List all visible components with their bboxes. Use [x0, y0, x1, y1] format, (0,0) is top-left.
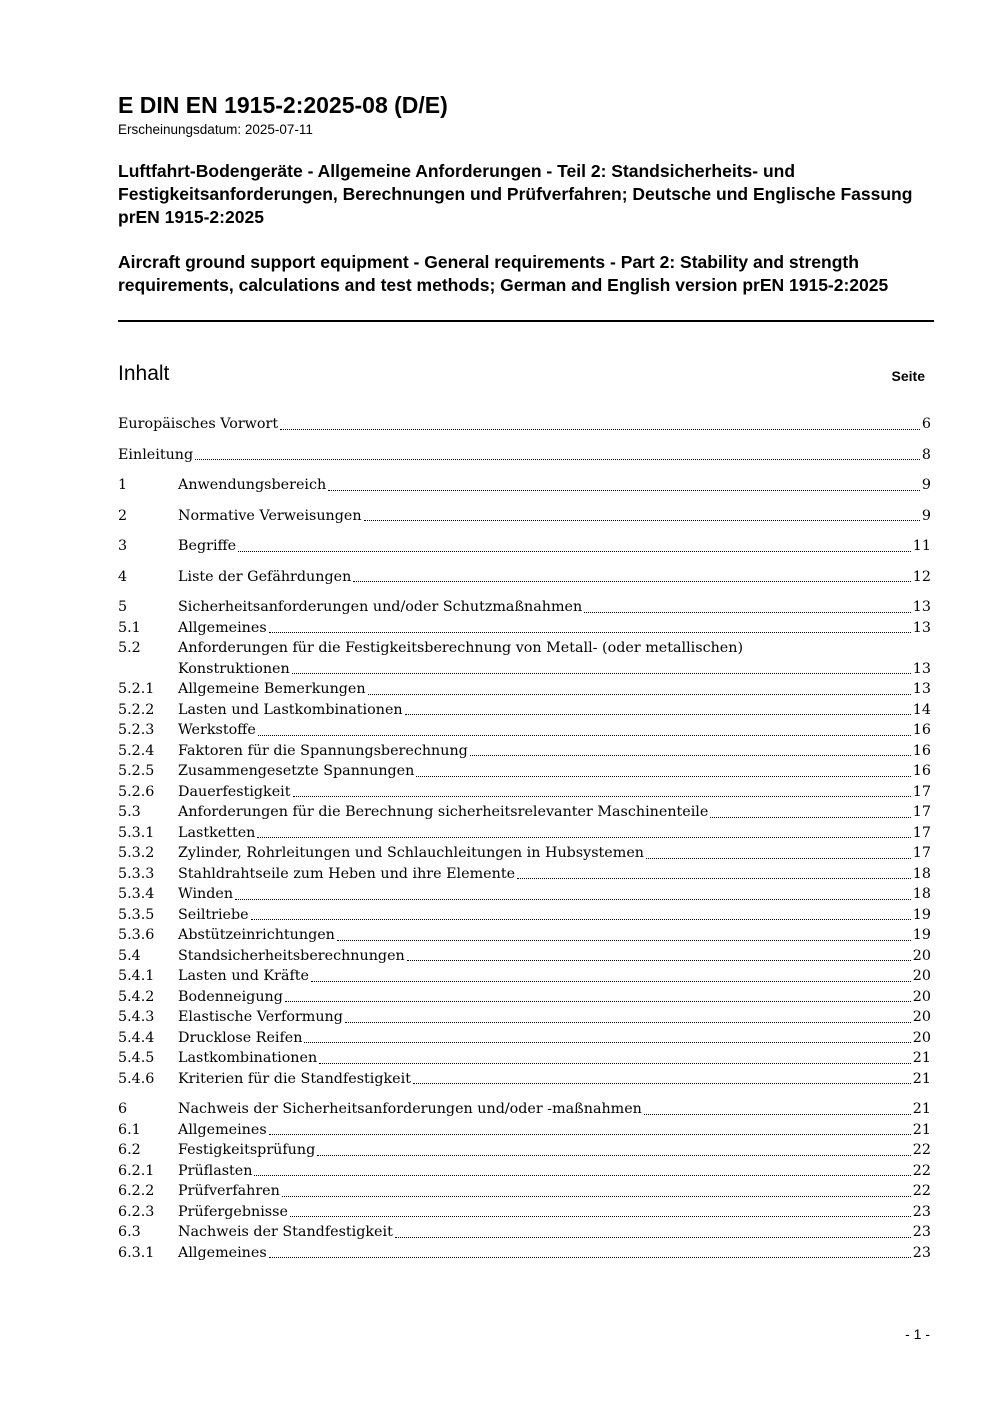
toc-entry[interactable]: [118, 1243, 931, 1264]
toc-entry-page: 20: [912, 968, 931, 984]
toc-entry[interactable]: [118, 618, 931, 639]
toc-leader-dots: [413, 1083, 911, 1084]
toc-entry-page: 16: [912, 722, 931, 738]
toc-entry-number: 6: [118, 1101, 128, 1117]
publication-date: Erscheinungsdatum: 2025-07-11: [118, 122, 313, 137]
toc-entry-page: 13: [912, 681, 931, 697]
toc-entry[interactable]: [118, 802, 931, 823]
toc-entry-page: 20: [912, 1029, 931, 1046]
toc-entry-page: 22: [912, 1183, 931, 1199]
toc-entry-page: 23: [912, 1203, 931, 1220]
toc-leader-dots: [258, 735, 911, 736]
toc-entry[interactable]: [118, 761, 931, 782]
toc-leader-dots: [311, 981, 911, 982]
toc-entry-number: 5.3: [118, 804, 141, 820]
toc-entry-number: 5.2.6: [118, 783, 155, 800]
toc-entry[interactable]: [118, 1140, 931, 1161]
toc-entry-number: 5.4.6: [118, 1070, 155, 1087]
toc-entry-number: 5.4: [118, 947, 141, 964]
toc-leader-dots: [290, 1216, 911, 1217]
toc-leader-dots: [235, 899, 911, 900]
toc-entry-page: 23: [912, 1244, 931, 1261]
toc-leader-dots: [646, 858, 911, 859]
toc-entry-title: Anwendungsbereich: [178, 477, 327, 493]
toc-entry[interactable]: [118, 987, 931, 1008]
title-german: Luftfahrt-Bodengeräte - Allgemeine Anforderungen - Teil 2: Standsicherheits- und Festigkeitsanforderungen, Berechnungen und Prüfverfahren; Deutsche und Englische Fassung prEN 1915-2:2025: [118, 161, 913, 227]
toc-leader-dots: [238, 551, 911, 552]
toc-entry-title: Bodenneigung: [178, 988, 283, 1005]
toc-entry-title: Lastkombinationen: [178, 1050, 318, 1066]
toc-entry-number: 5.3.1: [118, 824, 155, 841]
toc-entry[interactable]: [118, 1202, 931, 1223]
toc-entry-title: Anforderungen für die Festigkeitsberechnung von Metall- (oder metallischen): [178, 640, 744, 656]
toc-entry-number: 5.3.4: [118, 886, 155, 902]
toc-leader-dots: [395, 1237, 911, 1238]
toc-entry-title: Sicherheitsanforderungen und/oder Schutzmaßnahmen: [178, 599, 583, 615]
toc-entry-title: Elastische Verformung: [178, 1009, 343, 1025]
toc-entry-page: 21: [912, 1070, 931, 1087]
toc-entry[interactable]: [118, 741, 931, 762]
toc-leader-dots: [292, 673, 911, 674]
toc-entry-number: 6.1: [118, 1121, 141, 1138]
toc-entry-page: 16: [912, 742, 931, 759]
toc-entry-title-continued: Konstruktionen: [178, 660, 290, 677]
toc-leader-dots: [328, 490, 920, 491]
toc-entry-title: Dauerfestigkeit: [178, 783, 291, 800]
toc-leader-dots: [517, 878, 911, 879]
toc-entry-page: 16: [912, 763, 931, 779]
toc-entry-title: Europäisches Vorwort: [118, 416, 279, 432]
toc-entry-page: 14: [912, 701, 931, 718]
toc-entry-title: Begriffe: [178, 538, 237, 554]
toc-entry-first-line[interactable]: [118, 638, 931, 659]
toc-entry-page: 21: [912, 1121, 931, 1138]
toc-entry[interactable]: [118, 1120, 931, 1141]
toc-entry-page: 13: [912, 599, 931, 615]
toc-entry-number: 2: [118, 507, 128, 524]
toc-entry-page: 23: [912, 1224, 931, 1240]
toc-entry[interactable]: [118, 679, 931, 700]
toc-entry[interactable]: [118, 414, 931, 435]
toc-leader-dots: [353, 581, 911, 582]
toc-entry-page: 9: [921, 507, 931, 524]
toc-entry-page: 21: [912, 1101, 931, 1117]
toc-entry-page: 17: [912, 824, 931, 841]
toc-entry-page: 18: [912, 886, 931, 902]
toc-entry-number: 5.2.5: [118, 763, 155, 779]
toc-entry-number: 6.2.3: [118, 1203, 155, 1220]
toc-entry-title: Nachweis der Sicherheitsanforderungen und/oder -maßnahmen: [178, 1101, 642, 1117]
toc-leader-dots: [368, 694, 911, 695]
toc-entry[interactable]: [118, 720, 931, 741]
toc-entry-number: 5.3.3: [118, 865, 155, 882]
toc-leader-dots: [317, 1155, 911, 1156]
toc-leader-dots: [584, 612, 911, 613]
toc-entry-page: 22: [912, 1162, 931, 1179]
toc-entry-title: Faktoren für die Spannungsberechnung: [178, 742, 468, 759]
toc-entry[interactable]: [118, 966, 931, 987]
toc-entry-number: 5.2.4: [118, 742, 155, 759]
toc-entry-title: Lasten und Lastkombinationen: [178, 701, 403, 718]
toc-leader-dots: [269, 632, 911, 633]
toc-entry-title: Allgemeine Bemerkungen: [178, 681, 366, 697]
toc-entry-page: 13: [912, 619, 931, 636]
toc-entry-page: 17: [912, 804, 931, 820]
toc-entry[interactable]: [118, 843, 931, 864]
toc-entry-title: Seiltriebe: [178, 906, 249, 923]
toc-heading: Inhalt: [118, 362, 170, 385]
toc-entry-number: 6.2.1: [118, 1162, 155, 1179]
toc-entry-title: Nachweis der Standfestigkeit: [178, 1224, 393, 1240]
toc-entry-title: Liste der Gefährdungen: [178, 568, 352, 585]
toc-entry-number: 4: [118, 568, 128, 585]
toc-entry-page: 21: [912, 1050, 931, 1066]
toc-entry-number: 5.4.4: [118, 1029, 155, 1046]
toc-entry[interactable]: [118, 1048, 931, 1069]
toc-entry[interactable]: [118, 445, 931, 466]
toc-entry-page: 18: [912, 865, 931, 882]
toc-leader-dots: [251, 919, 911, 920]
toc-entry-number: 5.4.5: [118, 1050, 155, 1066]
toc-entry-number: 5.4.3: [118, 1009, 155, 1025]
toc-entry[interactable]: [118, 925, 931, 946]
toc-entry[interactable]: [118, 567, 931, 588]
toc-entry-page: 8: [921, 446, 931, 463]
toc-leader-dots: [257, 837, 910, 838]
toc-entry-page: 11: [912, 538, 931, 554]
toc-entry-number: 6.3: [118, 1224, 141, 1240]
toc-entry-page: 17: [912, 845, 931, 861]
toc-entry-number: 5.2.2: [118, 701, 155, 718]
toc-entry[interactable]: [118, 864, 931, 885]
toc-entry-title: Lastketten: [178, 824, 256, 841]
toc-leader-dots: [269, 1257, 911, 1258]
toc-entry-title: Prüflasten: [178, 1162, 253, 1179]
toc-leader-dots: [293, 796, 911, 797]
toc-leader-dots: [304, 1042, 910, 1043]
toc-entry-page: 20: [912, 988, 931, 1005]
toc-page-column-label: Seite: [891, 368, 925, 384]
toc-entry-number: 6.2.2: [118, 1183, 155, 1199]
toc-leader-dots: [644, 1114, 911, 1115]
toc-entry-title: Abstützeinrichtungen: [178, 927, 335, 943]
toc-entry[interactable]: [118, 1099, 931, 1120]
toc-leader-dots: [345, 1022, 911, 1023]
toc-entry-page: 19: [912, 927, 931, 943]
toc-leader-dots: [337, 940, 911, 941]
toc-entry-number: 5: [118, 599, 128, 615]
toc-entry-title: Anforderungen für die Berechnung sicherheitsrelevanter Maschinenteile: [178, 804, 709, 820]
toc-entry-title: Standsicherheitsberechnungen: [178, 947, 405, 964]
toc-entry-continuation[interactable]: [118, 659, 931, 680]
toc-entry[interactable]: [118, 1007, 931, 1028]
toc-leader-dots: [470, 755, 911, 756]
toc-entry-number: 1: [118, 477, 128, 493]
toc-entry-page: 17: [912, 783, 931, 800]
toc-leader-dots: [280, 429, 920, 430]
toc-entry[interactable]: [118, 946, 931, 967]
toc-entry-page: 20: [912, 947, 931, 964]
toc-entry[interactable]: [118, 1161, 931, 1182]
toc-leader-dots: [195, 459, 920, 460]
toc-entry-number: 5.3.5: [118, 906, 155, 923]
toc-leader-dots: [269, 1134, 911, 1135]
toc-leader-dots: [364, 520, 920, 521]
toc-entry-title: Prüfverfahren: [178, 1183, 280, 1199]
toc-leader-dots: [407, 960, 911, 961]
toc-entry[interactable]: [118, 536, 931, 557]
toc-entry-page: 6: [921, 416, 931, 432]
toc-entry-number: 6.2: [118, 1142, 141, 1158]
toc-leader-dots: [282, 1196, 911, 1197]
toc-entry-number: 5.4.1: [118, 968, 155, 984]
toc-entry-title: Einleitung: [118, 446, 194, 463]
toc-entry-title: Drucklose Reifen: [178, 1029, 303, 1046]
toc-entry-title: Lasten und Kräfte: [178, 968, 309, 984]
toc-leader-dots: [319, 1063, 911, 1064]
toc-entry-title: Allgemeines: [178, 619, 267, 636]
toc-entry[interactable]: [118, 884, 931, 905]
toc-entry-title: Allgemeines: [178, 1121, 267, 1138]
toc-entry-number: 5.1: [118, 619, 141, 636]
toc-entry-number: 5.2.3: [118, 722, 155, 738]
toc-entry-number: 3: [118, 538, 128, 554]
toc-entry[interactable]: [118, 1181, 931, 1202]
toc-entry-title: Allgemeines: [178, 1244, 267, 1261]
toc-entry-number: 5.2: [118, 640, 141, 656]
toc-leader-dots: [710, 817, 910, 818]
toc-entry[interactable]: [118, 905, 931, 926]
toc-entry-page: 13: [912, 660, 931, 677]
toc-entry[interactable]: [118, 475, 931, 496]
toc-entry[interactable]: [118, 1069, 931, 1090]
title-english: Aircraft ground support equipment - General requirements - Part 2: Stability and strength requirements, calculations and test methods; German and English version prEN 1915-2:2025: [118, 252, 889, 295]
toc-entry-title: Kriterien für die Standfestigkeit: [178, 1070, 411, 1087]
toc-entry-number: 5.3.2: [118, 845, 155, 861]
toc-entry[interactable]: [118, 782, 931, 803]
toc-entry-page: 19: [912, 906, 931, 923]
toc-entry-page: 22: [912, 1142, 931, 1158]
page-number: - 1 -: [905, 1326, 930, 1342]
toc-entry-title: Zylinder, Rohrleitungen und Schlauchleitungen in Hubsystemen: [178, 845, 644, 861]
toc-entry-title: Winden: [178, 886, 234, 902]
table-of-contents: [118, 414, 931, 1263]
toc-entry-title: Festigkeitsprüfung: [178, 1142, 316, 1158]
toc-entry-page: 12: [912, 568, 931, 585]
toc-entry-title: Stahldrahtseile zum Heben und ihre Elemente: [178, 865, 516, 882]
toc-entry[interactable]: [118, 1028, 931, 1049]
toc-entry-page: 20: [912, 1009, 931, 1025]
toc-leader-dots: [285, 1001, 911, 1002]
toc-entry-number: 5.3.6: [118, 927, 155, 943]
toc-entry[interactable]: [118, 597, 931, 618]
toc-entry[interactable]: [118, 1222, 931, 1243]
toc-leader-dots: [416, 776, 910, 777]
toc-entry-title: Werkstoffe: [178, 722, 256, 738]
header-divider: [118, 320, 934, 322]
toc-entry[interactable]: [118, 700, 931, 721]
toc-entry-number: 5.4.2: [118, 988, 155, 1005]
toc-entry-number: 5.2.1: [118, 681, 155, 697]
toc-entry-page: 9: [921, 477, 931, 493]
toc-entry-title: Prüfergebnisse: [178, 1203, 288, 1220]
toc-entry-title: Normative Verweisungen: [178, 507, 362, 524]
toc-entry-title: Zusammengesetzte Spannungen: [178, 763, 415, 779]
toc-entry[interactable]: [118, 823, 931, 844]
toc-entry[interactable]: [118, 506, 931, 527]
toc-entry-number: 6.3.1: [118, 1244, 155, 1261]
toc-leader-dots: [405, 714, 911, 715]
toc-leader-dots: [254, 1175, 910, 1176]
document-id: E DIN EN 1915-2:2025-08 (D/E): [118, 92, 448, 118]
